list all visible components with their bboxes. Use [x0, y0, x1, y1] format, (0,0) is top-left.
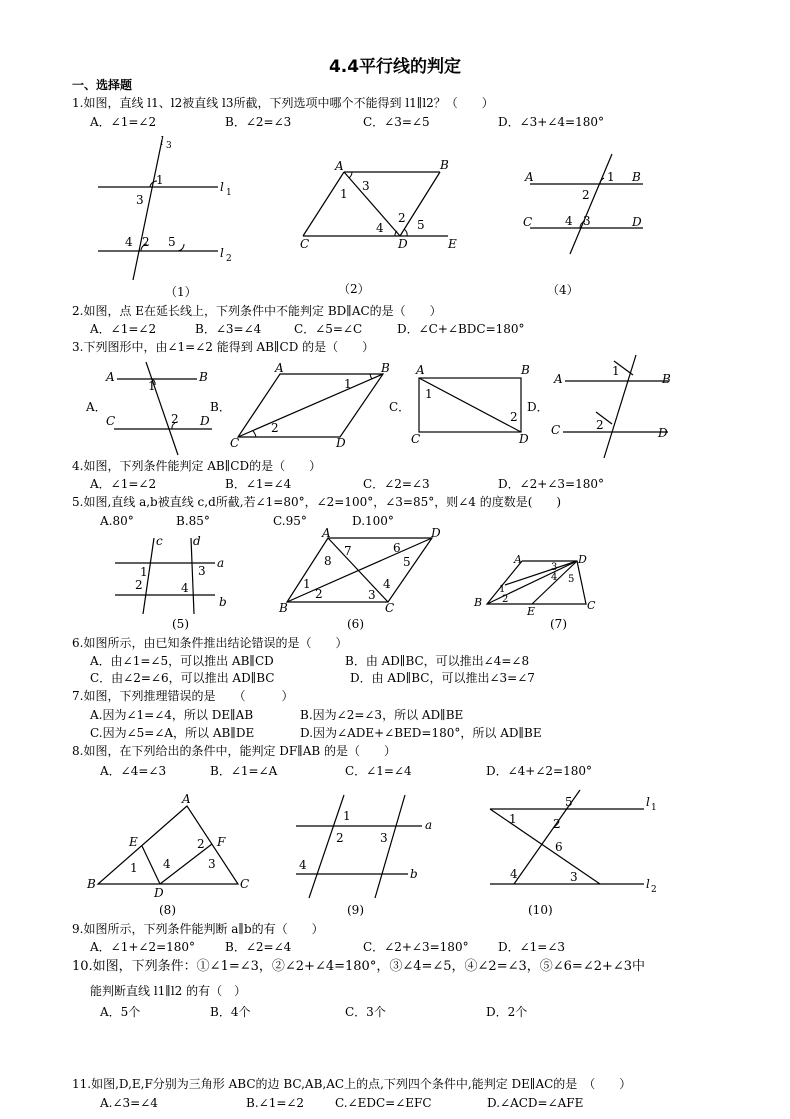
svg-text:l: l — [220, 246, 224, 260]
svg-text:1: 1 — [425, 387, 433, 401]
svg-text:4: 4 — [565, 214, 573, 228]
svg-text:l: l — [160, 134, 164, 148]
svg-text:4: 4 — [510, 867, 518, 881]
svg-text:4: 4 — [181, 581, 189, 595]
svg-text:2: 2 — [510, 410, 518, 424]
svg-text:C: C — [106, 414, 116, 428]
q7-stem: 7.如图，下列推理错误的是 （ ） — [72, 689, 294, 703]
svg-text:3: 3 — [198, 564, 206, 578]
q1-option-c[interactable]: C．∠3=∠5 — [363, 115, 430, 129]
svg-text:2: 2 — [226, 254, 232, 264]
svg-text:2: 2 — [582, 188, 590, 202]
svg-text:2: 2 — [398, 211, 406, 225]
svg-text:C: C — [230, 436, 240, 450]
svg-text:D: D — [632, 215, 642, 229]
q1-stem: 1.如图，直线 l1、l2被直线 l3所截，下列选项中哪个不能得到 l1∥l2？（ ） — [72, 96, 494, 110]
svg-text:B: B — [521, 363, 530, 377]
q5-stem: 5.如图,直线 a,b被直线 c,d所截,若∠1=80°，∠2=100°，∠3=85°，则∠4 的度数是( ) — [72, 495, 562, 509]
svg-text:c: c — [156, 534, 163, 548]
q4-option-d[interactable]: D．∠2+∠3=180° — [498, 477, 605, 491]
q2-option-d[interactable]: D．∠C+∠BDC=180° — [397, 322, 525, 336]
svg-text:B: B — [381, 361, 390, 375]
figure-9 — [296, 795, 432, 898]
svg-text:A: A — [106, 370, 115, 384]
svg-text:E: E — [527, 605, 536, 618]
svg-text:A: A — [322, 526, 331, 540]
q1-option-d[interactable]: D．∠3+∠4=180° — [498, 115, 605, 129]
q6-option-a[interactable]: A．由∠1=∠5，可以推出 AB∥CD — [90, 654, 274, 668]
q8-option-c[interactable]: C．∠1=∠4 — [345, 764, 412, 778]
svg-text:A: A — [182, 792, 191, 806]
svg-text:1: 1 — [651, 803, 657, 813]
svg-text:2: 2 — [553, 817, 561, 831]
svg-text:3: 3 — [362, 179, 370, 193]
svg-text:2: 2 — [171, 412, 179, 426]
q8-option-d[interactable]: D．∠4+∠2=180° — [486, 764, 593, 778]
q4-stem: 4.如图，下列条件能判定 AB∥CD的是（ ） — [72, 459, 322, 473]
svg-text:3: 3 — [166, 141, 172, 151]
svg-text:4: 4 — [376, 221, 384, 235]
q7-option-a[interactable]: A.因为∠1=∠4，所以 DE∥AB — [90, 708, 254, 722]
svg-text:3: 3 — [380, 831, 388, 845]
svg-text:5: 5 — [403, 555, 411, 569]
svg-text:5: 5 — [168, 235, 176, 249]
svg-text:l: l — [220, 180, 224, 194]
q4-option-c[interactable]: C．∠2=∠3 — [363, 477, 430, 491]
caption-2: （2） — [338, 282, 370, 296]
q4-option-b[interactable]: B．∠1=∠4 — [225, 477, 292, 491]
svg-text:1: 1 — [612, 364, 620, 378]
svg-text:A: A — [514, 553, 522, 566]
q9-option-d[interactable]: D．∠1=∠3 — [498, 940, 566, 954]
q9-option-a[interactable]: A．∠1+∠2=180° — [90, 940, 196, 954]
q7-option-c[interactable]: C.因为∠5=∠A，所以 AB∥DE — [90, 726, 255, 740]
svg-text:C: C — [240, 877, 250, 891]
q6-option-c[interactable]: C．由∠2=∠6，可以推出 AD∥BC — [90, 671, 275, 685]
svg-text:6: 6 — [393, 541, 401, 555]
q5-option-b[interactable]: B.85° — [176, 514, 210, 528]
q3-option-b[interactable]: B． — [210, 400, 231, 414]
q2-option-a[interactable]: A．∠1=∠2 — [90, 322, 157, 336]
figure-5 — [115, 534, 227, 614]
q3-figure-a — [105, 362, 212, 455]
svg-text:A: A — [554, 372, 563, 386]
svg-text:7: 7 — [344, 544, 352, 558]
svg-text:E: E — [448, 237, 457, 251]
q1-option-a[interactable]: A．∠1=∠2 — [90, 115, 157, 129]
svg-text:E: E — [129, 835, 138, 849]
q3-option-c[interactable]: C． — [389, 400, 411, 414]
caption-6: (6) — [347, 617, 364, 631]
svg-text:2: 2 — [197, 837, 205, 851]
svg-text:1: 1 — [340, 187, 348, 201]
figure-10 — [490, 790, 657, 895]
q9-stem: 9.如图所示，下列条件能判断 a∥b的有（ ） — [72, 922, 324, 936]
svg-text:C: C — [551, 423, 561, 437]
svg-text:C: C — [385, 601, 395, 615]
caption-8: (8) — [159, 903, 176, 917]
svg-text:1: 1 — [343, 809, 351, 823]
q3-option-a[interactable]: A． — [86, 400, 107, 414]
q10-option-a[interactable]: A．5个 — [100, 1005, 141, 1019]
svg-text:1: 1 — [156, 173, 164, 187]
svg-text:C: C — [587, 599, 596, 612]
caption-4: （4） — [547, 283, 579, 297]
svg-text:B: B — [440, 158, 449, 172]
q10-stem-continued: 能判断直线 l1∥l2 的有（ ） — [90, 984, 247, 998]
svg-text:C: C — [411, 432, 421, 446]
svg-text:b: b — [219, 595, 227, 609]
caption-7: (7) — [550, 617, 567, 631]
q1-option-b[interactable]: B．∠2=∠3 — [225, 115, 292, 129]
svg-text:3: 3 — [551, 562, 558, 573]
svg-text:2: 2 — [651, 885, 657, 895]
q3-stem: 3.下列图形中，由∠1=∠2 能得到 AB∥CD 的是（ ） — [72, 340, 375, 354]
q10-option-d[interactable]: D．2个 — [486, 1005, 528, 1019]
q6-stem: 6.如图所示，由已知条件推出结论错误的是（ ） — [72, 636, 348, 650]
svg-text:4: 4 — [299, 858, 307, 872]
page-title: 4.4平行线的判定 — [328, 57, 462, 77]
svg-text:A: A — [335, 159, 344, 173]
svg-text:D: D — [431, 526, 441, 540]
svg-text:1: 1 — [509, 812, 517, 826]
svg-text:1: 1 — [607, 170, 615, 184]
q3-figure-b — [230, 361, 390, 450]
figure-4 — [523, 154, 643, 254]
svg-text:3: 3 — [208, 857, 216, 871]
svg-text:2: 2 — [502, 594, 509, 605]
svg-text:3: 3 — [368, 588, 376, 602]
q6-option-d[interactable]: D．由 AD∥BC，可以推出∠3=∠7 — [350, 671, 535, 685]
q11-stem: 11.如图,D,E,F分别为三角形 ABC的边 BC,AB,AC上的点,下列四个条件中,能判定 DE∥AC的是 （ ） — [72, 1077, 632, 1091]
q10-option-b[interactable]: B．4个 — [210, 1005, 251, 1019]
svg-text:4: 4 — [383, 577, 391, 591]
svg-text:2: 2 — [315, 587, 323, 601]
svg-text:1: 1 — [130, 861, 138, 875]
svg-text:d: d — [193, 534, 201, 548]
q3-figure-c — [411, 363, 530, 446]
q11-option-a[interactable]: A.∠3=∠4 — [100, 1096, 158, 1110]
q10-option-c[interactable]: C．3个 — [345, 1005, 386, 1019]
svg-text:5: 5 — [568, 574, 575, 585]
svg-text:A: A — [525, 170, 534, 184]
svg-text:4: 4 — [551, 572, 558, 583]
q8-option-b[interactable]: B．∠1=∠A — [210, 764, 278, 778]
svg-text:F: F — [217, 835, 226, 849]
svg-text:8: 8 — [324, 554, 332, 568]
svg-text:3: 3 — [136, 193, 144, 207]
q10-stem: 10.如图，下列条件：①∠1=∠3，②∠2+∠4=180°，③∠4=∠5，④∠2=∠3，⑤∠6=∠2+∠3中 — [72, 959, 646, 974]
svg-text:D: D — [154, 886, 164, 900]
svg-text:B: B — [662, 372, 671, 386]
caption-5: (5) — [172, 617, 189, 631]
svg-text:D: D — [658, 426, 668, 440]
svg-text:B: B — [87, 877, 96, 891]
svg-text:2: 2 — [596, 418, 604, 432]
caption-10: (10) — [528, 903, 553, 917]
q8-option-a[interactable]: A．∠4=∠3 — [100, 764, 167, 778]
q4-option-a[interactable]: A．∠1=∠2 — [90, 477, 157, 491]
q11-option-c[interactable]: C.∠EDC=∠EFC — [335, 1096, 432, 1110]
q9-option-b[interactable]: B．∠2=∠4 — [225, 940, 292, 954]
svg-text:D: D — [336, 436, 346, 450]
svg-text:1: 1 — [226, 188, 232, 198]
q2-option-b[interactable]: B．∠3=∠4 — [195, 322, 262, 336]
svg-text:a: a — [217, 556, 225, 570]
svg-text:5: 5 — [565, 795, 573, 809]
svg-text:2: 2 — [142, 235, 150, 249]
svg-text:B: B — [632, 170, 641, 184]
figure-7 — [473, 553, 596, 618]
svg-text:5: 5 — [417, 218, 425, 232]
q8-stem: 8.如图，在下列给出的条件中，能判定 DF∥AB 的是（ ） — [72, 744, 397, 758]
q11-option-b[interactable]: B.∠1=∠2 — [246, 1096, 305, 1110]
q7-option-b[interactable]: B.因为∠2=∠3，所以 AD∥BE — [300, 708, 464, 722]
svg-text:D: D — [519, 432, 529, 446]
svg-text:D: D — [578, 553, 587, 566]
figure-2 — [300, 158, 457, 251]
figure-8 — [86, 792, 249, 900]
svg-text:A: A — [275, 361, 284, 375]
q5-option-d[interactable]: D.100° — [352, 514, 394, 528]
q2-stem: 2.如图，点 E在延长线上，下列条件中不能判定 BD∥AC的是（ ） — [72, 304, 442, 318]
svg-text:2: 2 — [336, 831, 344, 845]
svg-text:1: 1 — [344, 377, 352, 391]
svg-text:4: 4 — [125, 235, 133, 249]
svg-text:B: B — [474, 596, 483, 609]
svg-text:1: 1 — [140, 565, 148, 579]
svg-text:l: l — [646, 877, 650, 891]
q5-option-a[interactable]: A.80° — [100, 514, 134, 528]
q6-option-b[interactable]: B．由 AD∥BC，可以推出∠4=∠8 — [345, 654, 530, 668]
svg-text:4: 4 — [163, 857, 171, 871]
svg-text:1: 1 — [303, 577, 311, 591]
q2-option-c[interactable]: C．∠5=∠C — [294, 322, 363, 336]
svg-text:b: b — [410, 867, 418, 881]
svg-text:A: A — [416, 363, 425, 377]
figure-1 — [98, 134, 232, 280]
q5-option-c[interactable]: C.95° — [273, 514, 307, 528]
q7-option-d[interactable]: D.因为∠ADE+∠BED=180°，所以 AD∥BE — [300, 726, 542, 740]
caption-1: （1） — [165, 285, 197, 299]
svg-text:2: 2 — [271, 421, 279, 435]
svg-text:6: 6 — [555, 840, 563, 854]
svg-text:l: l — [646, 795, 650, 809]
q3-option-d[interactable]: D． — [527, 400, 549, 414]
svg-text:a: a — [425, 818, 433, 832]
svg-text:2: 2 — [135, 578, 143, 592]
q9-option-c[interactable]: C．∠2+∠3=180° — [363, 940, 469, 954]
svg-text:B: B — [279, 601, 288, 615]
svg-text:D: D — [398, 237, 408, 251]
figure-6 — [278, 526, 441, 615]
svg-text:1: 1 — [148, 379, 156, 393]
section-heading: 一、选择题 — [72, 78, 133, 92]
svg-text:D: D — [200, 414, 210, 428]
svg-text:1: 1 — [499, 584, 506, 595]
svg-text:3: 3 — [570, 870, 578, 884]
svg-text:C: C — [300, 237, 310, 251]
caption-9: (9) — [347, 903, 364, 917]
q11-option-d[interactable]: D.∠ACD=∠AFE — [487, 1096, 584, 1110]
svg-text:B: B — [199, 370, 208, 384]
svg-text:C: C — [523, 215, 533, 229]
svg-text:3: 3 — [583, 214, 591, 228]
q3-figure-d — [551, 355, 671, 458]
